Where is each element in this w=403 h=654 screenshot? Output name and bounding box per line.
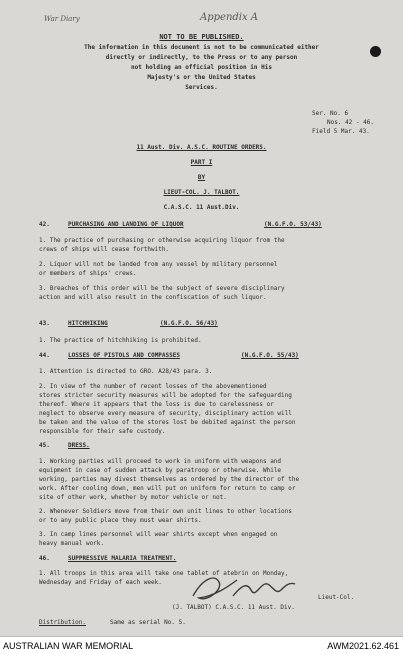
section-43-reference: (N.G.F.O. 56/43) [160,320,218,327]
s42-p2-line-2: or members of ships' crews. [39,270,137,277]
notice-line-3: not holding an official position in His [131,64,272,71]
s46-p1-line-2: Wednesday and Friday of each week. [39,579,162,586]
s45-p2-line-1: 2. Whenever Soldiers move from their own unit lines to other locations [39,508,292,515]
s44-p2-line-2: stores stricter security measures will be adopted for the safeguarding [39,392,292,399]
s45-p1-line-5: site of other work, whether by motor vehicle or not. [39,494,227,501]
section-44-number: 44. [39,352,50,359]
handwritten-note-war-diary: War Diary [44,15,80,23]
field-date: Field 5 Mar. 43. [312,128,370,135]
notice-line-5: Services. [185,84,218,91]
s45-p1-line-2: equipment in case of sudden attack by paratroop or otherwise. While [39,467,282,474]
signoff-name-line: (J. TALBOT) C.A.S.C. 11 Aust. Div. [172,604,295,611]
handwritten-appendix-label: Appendix A [200,12,259,23]
notice-line-1: The information in this document is not to be communicated either [84,44,319,51]
section-45-title: DRESS. [68,442,90,449]
part-label: PART I [190,159,213,166]
notice-line-2: directly or indirectly, to the Press or to any person [105,54,298,61]
section-43-number: 43. [39,320,50,327]
by-label: BY [197,174,206,181]
s46-p1-line-1: 1. All troops in this area will take one tablet of atebrin on Monday, [39,570,289,577]
orders-title: 11 Aust. Div. A.S.C. ROUTINE ORDERS. [136,144,267,151]
s43-p1: 1. The practice of hitchhiking is prohibited. [39,337,202,344]
distribution-text: Same as serial No. 5. [110,619,186,626]
s44-p2-line-4: neglect to observe every measure of security, disciplinary action will [39,410,292,417]
s45-p3-line-2: heavy manual work. [39,540,105,547]
s42-p3-line-1: 3. Breaches of this order will be the subject of severe disciplinary [39,285,285,292]
section-42-reference: (N.G.F.O. 53/43) [264,221,322,228]
s45-p1-line-4: work. After cooling down, men will put on uniform for return to camp or [39,485,296,492]
s42-p2-line-1: 2. Liquor will not be landed from any vessel by military personnel [39,261,278,268]
s45-p3-line-1: 3. In camp lines personnel will wear shirts except when engaged on [39,531,278,538]
s45-p2-line-2: or to any public place they must wear shirts. [39,517,202,524]
s42-p1-line-1: 1. The practice of purchasing or otherwise acquiring liquor from the [39,237,285,244]
s45-p1-line-3: working, parties may divest themselves as ordered by the director of the [39,476,300,483]
section-42-title: PURCHASING AND LANDING OF LIQUOR [68,221,184,228]
s44-p2-line-5: be taken and the value of the stores lost be debited against the person [39,419,296,426]
signoff-rank: Lieut-Col. [318,594,355,601]
s44-p1: 1. Attention is directed to GRO. A28/43 para. 3. [39,368,213,375]
notice-line-4: Majesty's or the United States [147,74,256,81]
section-46-number: 46. [39,555,50,562]
section-44-title: LOSSES OF PISTOLS AND COMPASSES [68,352,180,359]
s44-p2-line-3: thereof. Where it appears that the loss is due to carelessness or [39,401,274,408]
s42-p1-line-2: crews of ships will cease forthwith. [39,246,170,253]
section-43-title: HITCHHIKING [68,320,108,327]
order-numbers: Nos. 42 - 46. [327,119,374,126]
unit-name: C.A.S.C. 11 Aust.Div. [163,204,240,211]
not-published-heading: NOT TO BE PUBLISHED. [159,33,244,41]
footer-reference: AWM2021.62.461 [327,641,399,651]
s44-p2-line-6: responsible for their safe custody. [39,428,166,435]
section-46-title: SUPPRESSIVE MALARIA TREATMENT. [68,555,177,562]
s42-p3-line-2: action and will also result in the confiscation of such liquor. [39,294,267,301]
archive-footer [0,636,403,654]
s45-p1-line-1: 1. Working parties will proceed to work in uniform with weapons and [39,458,282,465]
section-44-reference: (N.G.F.O. 55/43) [241,352,299,359]
s44-p2-line-1: 2. In view of the number of recent losses of the abovementioned [39,383,267,390]
handwritten-signature [185,568,305,608]
footer-institution: AUSTRALIAN WAR MEMORIAL [3,641,134,651]
distribution-label: Distribution. [39,619,86,626]
section-45-number: 45. [39,442,50,449]
serial-number: Ser. No. 6 [312,110,349,117]
officer-name: LIEUT-COL. J. TALBOT. [163,189,240,196]
section-42-number: 42. [39,221,50,228]
